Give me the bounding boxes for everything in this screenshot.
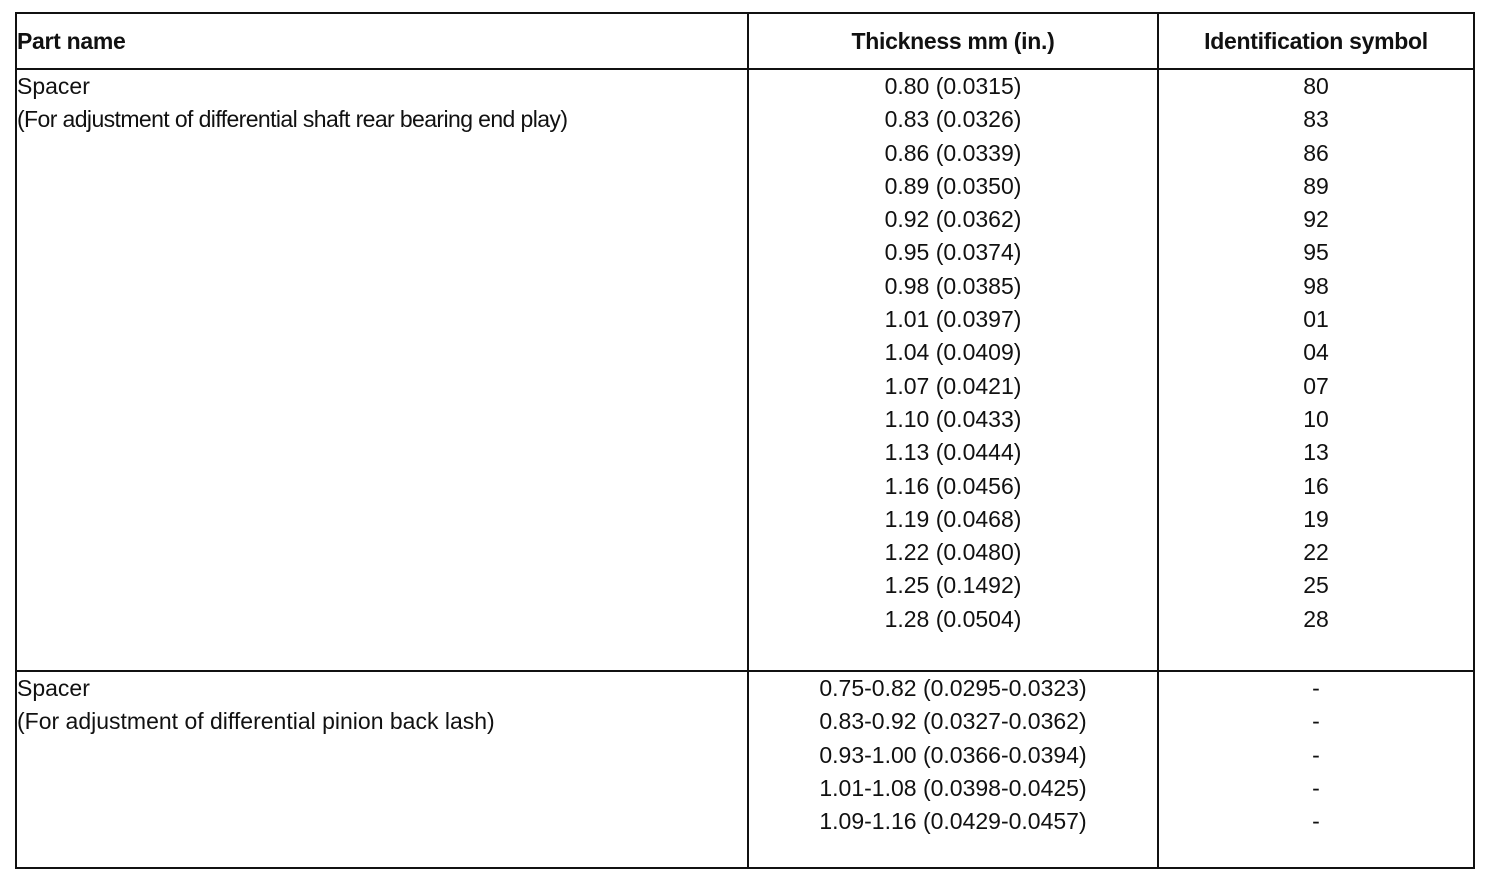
table-header — [16, 13, 1474, 69]
thickness-value: 0.86 (0.0339) — [884, 139, 1022, 166]
identification-symbol: 19 — [1303, 505, 1329, 532]
thickness-value: 0.93-1.00 (0.0366-0.0394) — [819, 741, 1087, 768]
identification-symbol: 98 — [1303, 272, 1329, 299]
identification-symbol: - — [1312, 675, 1320, 701]
header-row — [16, 13, 1474, 69]
thickness-value: 0.83-0.92 (0.0327-0.0362) — [819, 708, 1087, 735]
thickness-value: 0.92 (0.0362) — [884, 206, 1022, 233]
thickness-value: 1.01-1.08 (0.0398-0.0425) — [819, 774, 1087, 801]
identification-symbol: - — [1312, 741, 1320, 768]
identification-symbol: 10 — [1303, 405, 1329, 432]
thickness-value: 0.89 (0.0350) — [884, 172, 1022, 199]
thickness-value: 1.25 (0.1492) — [884, 572, 1022, 599]
header-identification-symbol: Identification symbol — [1158, 13, 1474, 69]
identification-cell — [1158, 671, 1474, 868]
part-description: (For adjustment of differential pinion back lash) — [17, 708, 495, 735]
identification-symbol: - — [1312, 774, 1320, 801]
identification-symbol: - — [1312, 708, 1320, 735]
identification-symbol: 80 — [1303, 73, 1329, 99]
thickness-value: 0.75-0.82 (0.0295-0.0323) — [819, 675, 1087, 701]
thickness-value: 0.95 (0.0374) — [884, 239, 1022, 266]
table-body — [16, 69, 1474, 868]
identification-cell — [1158, 69, 1474, 671]
thickness-value: 1.09-1.16 (0.0429-0.0457) — [819, 808, 1087, 835]
thickness-value: 0.80 (0.0315) — [884, 73, 1022, 99]
header-part-name: Part name — [16, 13, 748, 69]
thickness-value: 0.98 (0.0385) — [884, 272, 1022, 299]
identification-symbol: 83 — [1303, 106, 1329, 133]
table-row — [16, 69, 1474, 671]
thickness-value: 1.28 (0.0504) — [884, 605, 1022, 632]
part-name-cell — [16, 69, 748, 671]
identification-symbol: 13 — [1303, 439, 1329, 466]
thickness-value: 1.04 (0.0409) — [884, 339, 1022, 366]
table-row — [16, 671, 1474, 868]
part-name-cell — [16, 671, 748, 868]
identification-symbol: 16 — [1303, 472, 1329, 499]
identification-symbol: 28 — [1303, 605, 1329, 632]
identification-symbol: - — [1312, 808, 1320, 835]
thickness-cell — [748, 671, 1158, 868]
identification-symbol: 92 — [1303, 206, 1329, 233]
identification-symbol: 25 — [1303, 572, 1329, 599]
thickness-value: 1.22 (0.0480) — [884, 539, 1022, 566]
identification-symbol: 89 — [1303, 172, 1329, 199]
thickness-value: 1.19 (0.0468) — [884, 505, 1022, 532]
identification-symbol: 95 — [1303, 239, 1329, 266]
thickness-cell — [748, 69, 1158, 671]
part-name: Spacer — [17, 675, 90, 701]
thickness-value: 1.01 (0.0397) — [884, 306, 1022, 333]
identification-symbol: 01 — [1303, 306, 1329, 333]
thickness-value: 0.83 (0.0326) — [884, 106, 1022, 133]
spacer-spec-table — [15, 12, 1475, 869]
identification-symbol: 04 — [1303, 339, 1329, 366]
thickness-value: 1.16 (0.0456) — [884, 472, 1022, 499]
identification-symbol: 07 — [1303, 372, 1329, 399]
part-name: Spacer — [17, 73, 90, 99]
part-description: (For adjustment of differential shaft rear bearing end play) — [17, 106, 568, 133]
thickness-value: 1.10 (0.0433) — [884, 405, 1022, 432]
identification-symbol: 22 — [1303, 539, 1329, 566]
thickness-value: 1.13 (0.0444) — [884, 439, 1022, 466]
header-thickness: Thickness mm (in.) — [748, 13, 1158, 69]
identification-symbol: 86 — [1303, 139, 1329, 166]
thickness-value: 1.07 (0.0421) — [884, 372, 1022, 399]
